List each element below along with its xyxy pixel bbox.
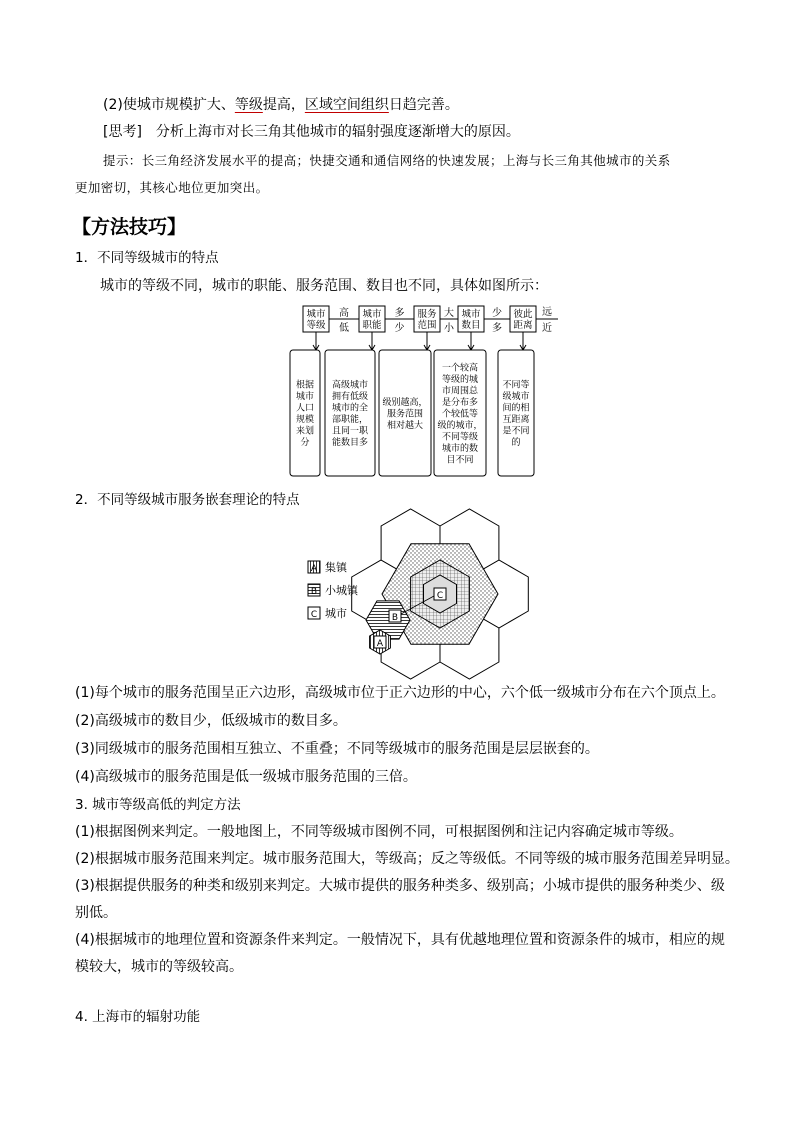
top-box-text: 城市 <box>461 309 481 320</box>
detail-box-text: 且同一职 <box>331 426 369 437</box>
s3-point-3: (3)根据提供服务的种类和级别来判定。大城市提供的服务种类多、级别高；小城市提供的服务种类少、级 <box>75 878 725 894</box>
s3-point-4: (4)根据城市的地理位置和资源条件来判定。一般情况下，具有优越地理位置和资源条件的城市，相应的规 <box>75 932 725 948</box>
detail-box-text: 拥有低级 <box>331 392 369 402</box>
upper-label: 少 <box>492 308 502 319</box>
s3-point-1: (1)根据图例来判定。一般地图上，不同等级城市图例不同，可根据图例和注记内容确定城市等级。 <box>75 824 683 840</box>
top-box-text: 职能 <box>362 320 382 331</box>
top-box-text: 城市 <box>306 309 326 320</box>
detail-box-text: 是不同 <box>502 426 530 437</box>
legend-label: 城市 <box>325 607 347 620</box>
detail-box-text: 相对越大 <box>386 420 424 431</box>
detail-box-text: 分 <box>300 438 310 448</box>
detail-box-text: 一个较高 <box>441 363 479 374</box>
detail-box-text: 个较低等 <box>441 409 479 420</box>
top-box-text: 数目 <box>461 320 481 331</box>
detail-box-text: 级别越高， <box>382 397 428 408</box>
point-label: B <box>391 613 399 623</box>
think-question: [思考] 分析上海市对长三角其他城市的辐射强度逐渐增大的原因。 <box>103 124 520 140</box>
s3-point-3-cont: 别低。 <box>75 905 117 921</box>
section-1-title: 1．不同等级城市的特点 <box>75 250 219 266</box>
detail-box-text: 部职能， <box>331 415 369 425</box>
detail-box-text: 互距离 <box>502 415 530 425</box>
city-level-diagram <box>282 298 552 478</box>
legend-symbol: B <box>310 587 318 597</box>
top-box-text: 等级 <box>306 320 326 331</box>
upper-label: 高 <box>339 308 349 319</box>
detail-box-text: 规模 <box>295 415 315 425</box>
top-box-text: 范围 <box>417 320 437 331</box>
s2-point-4: (4)高级城市的服务范围是低一级城市服务范围的三倍。 <box>75 769 417 785</box>
detail-box-text: 根据 <box>295 380 315 391</box>
legend-label: 集镇 <box>325 561 347 574</box>
section-4-title: 4. 上海市的辐射功能 <box>75 1009 201 1025</box>
top-box-text: 距离 <box>513 320 533 331</box>
detail-box-text: 级的城市， <box>437 420 483 431</box>
s2-point-2: (2)高级城市的数目少，低级城市的数目多。 <box>75 713 347 729</box>
detail-box-text: 不同等级 <box>441 432 479 443</box>
detail-box-text: 能数目多 <box>331 438 369 448</box>
detail-box-text: 来划 <box>295 426 315 437</box>
s2-point-1: (1)每个城市的服务范围呈正六边形，高级城市位于正六边形的中心，六个低一级城市分布在六个顶点上。 <box>75 685 725 701</box>
top-box-text: 彼此 <box>513 309 533 320</box>
detail-box-text: 目不同 <box>446 455 474 466</box>
lower-label: 小 <box>444 323 454 334</box>
underlined-term-spatial-organization: 区域空间组织 <box>304 97 389 113</box>
upper-label: 远 <box>542 307 552 318</box>
point-label: A <box>376 639 384 649</box>
text-line-scale-expansion: (2)使城市规模扩大、等级提高，区域空间组织日趋完善。 <box>103 97 459 113</box>
lower-label: 多 <box>492 323 502 334</box>
legend-symbol: A <box>310 564 318 574</box>
upper-label: 多 <box>394 308 405 319</box>
point-label: C <box>436 591 444 601</box>
hexagon-nesting-diagram <box>300 514 560 674</box>
detail-box-text: 城市的全 <box>331 403 369 414</box>
hint-line-2: 更加密切，其核心地位更加突出。 <box>75 180 269 195</box>
detail-box-text: 是分布多 <box>441 397 479 408</box>
underlined-term-level: 等级 <box>234 97 263 113</box>
section-1-intro: 城市的等级不同，城市的职能、服务范围、数目也不同，具体如图所示： <box>100 278 548 294</box>
detail-box-text: 服务范围 <box>386 409 424 420</box>
hint-line-1: 提示：长三角经济发展水平的提高；快捷交通和通信网络的快速发展；上海与长三角其他城市的关系 <box>103 153 671 168</box>
section-2-title: 2．不同等级城市服务嵌套理论的特点 <box>75 492 300 508</box>
section-3-title: 3. 城市等级高低的判定方法 <box>75 797 241 813</box>
detail-box-text: 的 <box>511 438 521 448</box>
top-box-text: 城市 <box>362 309 382 320</box>
detail-box-text: 级城市 <box>502 392 530 402</box>
s2-point-3: (3)同级城市的服务范围相互独立、不重叠；不同等级城市的服务范围是层层嵌套的。 <box>75 741 599 757</box>
detail-box-text: 间的相 <box>502 403 530 414</box>
s3-point-4-cont: 模较大，城市的等级较高。 <box>75 959 243 975</box>
detail-box-text: 高级城市 <box>331 380 369 391</box>
detail-box-text: 人口 <box>295 403 315 414</box>
s3-point-2: (2)根据城市服务范围来判定。城市服务范围大，等级高；反之等级低。不同等级的城市服务范围差异明显。 <box>75 851 739 867</box>
lower-label: 近 <box>542 323 552 334</box>
detail-box-text: 城市 <box>295 392 315 402</box>
detail-box-text: 不同等 <box>502 380 530 391</box>
detail-box-text: 市周围总 <box>441 386 479 397</box>
lower-label: 少 <box>394 323 405 334</box>
upper-label: 大 <box>444 308 454 319</box>
detail-box-text: 城市的数 <box>441 443 479 454</box>
legend-label: 小城镇 <box>325 584 358 597</box>
legend-symbol: C <box>310 610 318 620</box>
lower-label: 低 <box>339 323 349 334</box>
section-heading-methods: 【方法技巧】 <box>72 216 187 238</box>
detail-box-text: 等级的城 <box>441 374 479 385</box>
top-box-text: 服务 <box>417 309 437 320</box>
